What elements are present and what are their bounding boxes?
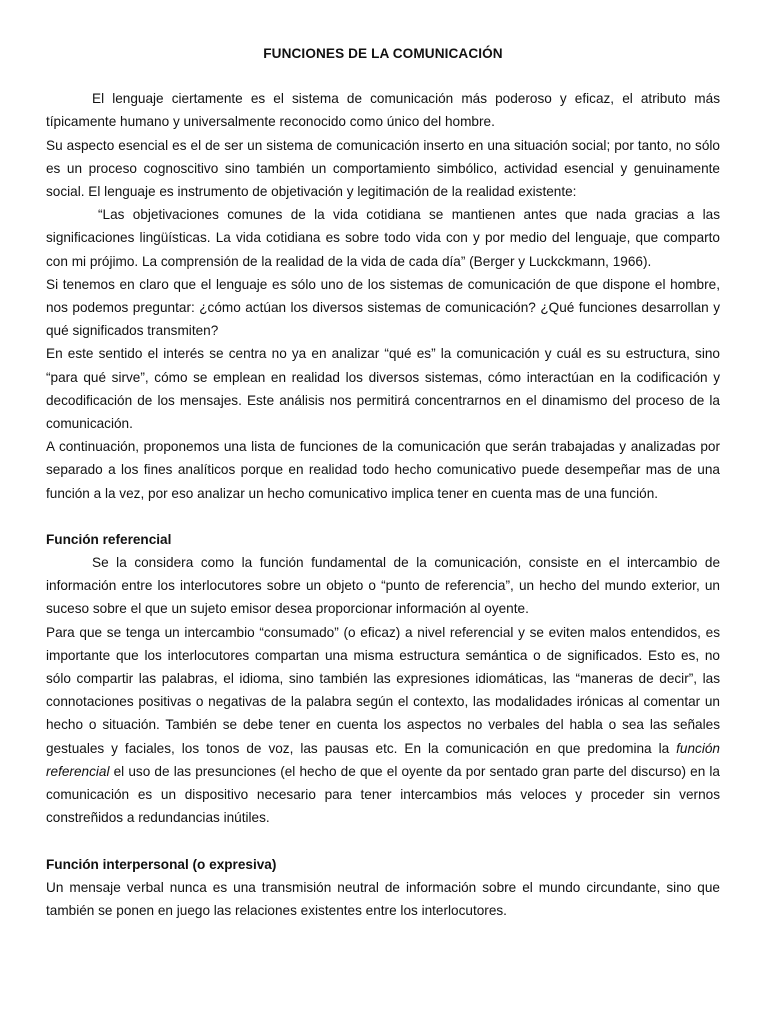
section-heading-interpersonal: Función interpersonal (o expresiva) (46, 856, 277, 872)
referencial-p2-text-before: Para que se tenga un intercambio “consumado” (o eficaz) a nivel referencial y se eviten malos entendidos, es importante que los interlocutores compartan una misma estructura semántica o de significados. Esto es, no sólo compartir las palabras, el idioma, sino también las expresiones idiomáticas, las “maneras de decir”, las connotaciones positivas o negativas de la palabra según el contexto, las modalidades irónicas al comentar un hecho o situación. También se debe tener en cuenta los aspectos no verbales del habla o sea las señales gestuales y faciales, los tonos de voz, las pausas etc. En la comunicación en que predomina la (46, 624, 720, 756)
interpersonal-paragraph-1: Un mensaje verbal nunca es una transmisión neutral de información sobre el mundo circundante, sino que también se ponen en juego las relaciones existentes entre los interlocutores. (46, 879, 720, 918)
section-spacer (46, 830, 720, 853)
intro-paragraph-2: Su aspecto esencial es el de ser un sistema de comunicación inserto en una situación social; por tanto, no sólo es un proceso cognoscitivo sino también un comportamiento simbólico, actividad esencial y genuinamente social. El lenguaje es instrumento de objetivación y legitimación de la realidad existente: (46, 137, 720, 200)
section-spacer (46, 505, 720, 528)
referencial-paragraph-1: Se la considera como la función fundamental de la comunicación, consiste en el intercambio de información entre los interlocutores sobre un objeto o “punto de referencia”, un hecho del mundo exterior, un suceso sobre el que un sujeto emisor desea proporcionar información al oyente. (46, 555, 720, 617)
page-title: FUNCIONES DE LA COMUNICACIÓN (263, 46, 503, 61)
quote-paragraph: “Las objetivaciones comunes de la vida cotidiana se mantienen antes que nada gracias a las significaciones lingüísticas. La vida cotidiana es sobre todo vida con y por medio del lenguaje, que comparto con mi prójimo. La comprensión de la realidad de la vida de cada día” (Berger y Luckckmann, 1966). (46, 207, 720, 269)
referencial-p2-text-after: el uso de las presunciones (el hecho de que el oyente da por sentado gran parte del discurso) en la comunicación es un dispositivo necesario para tener intercambios más veloces y proceder sin vernos constreñidos a redundancias inútiles. (46, 763, 720, 826)
intro-paragraph-1: El lenguaje ciertamente es el sistema de comunicación más poderoso y eficaz, el atributo más típicamente humano y universalmente reconocido como único del hombre. (46, 91, 720, 130)
intro-paragraph-3: Si tenemos en claro que el lenguaje es sólo uno de los sistemas de comunicación de que dispone el hombre, nos podemos preguntar: ¿cómo actúan los diversos sistemas de comunicación? ¿Qué funciones desarrollan y qué significados transmiten? (46, 276, 720, 339)
intro-paragraph-4: En este sentido el interés se centra no ya en analizar “qué es” la comunicación y cuál es su estructura, sino “para qué sirve”, cómo se emplean en realidad los diversos sistemas, cómo interactúan en la codificación y decodificación de los mensajes. Este análisis nos permitirá concentrarnos en el dinamismo del proceso de la comunicación. (46, 346, 720, 432)
intro-paragraph-5: A continuación, proponemos una lista de funciones de la comunicación que serán trabajadas y analizadas por separado a los fines analíticos porque en realidad todo hecho comunicativo puede desempeñar mas de una función a la vez, por eso analizar un hecho comunicativo implica tener en cuenta mas de una función. (46, 439, 720, 501)
section-heading-referencial: Función referencial (46, 531, 172, 547)
referencial-paragraph-2 (46, 621, 720, 830)
referencial-p2-italic: función referencial (46, 740, 720, 779)
